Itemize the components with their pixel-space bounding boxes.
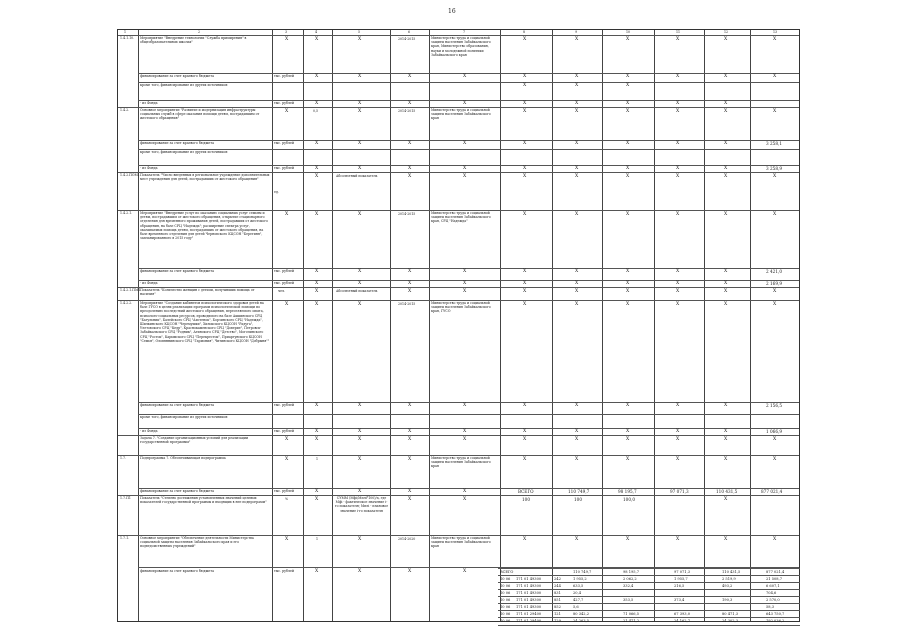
row-period: 2014-2015	[398, 302, 416, 306]
header-number: 13	[773, 30, 778, 34]
row-executor: X	[463, 174, 467, 179]
fin-value: 493,2	[722, 584, 733, 588]
row-executor: Министерство труда и социальной защиты населения Забайкальского края, СРЦ "Надежда"	[431, 211, 491, 224]
row-weight: 0,5	[313, 109, 319, 113]
fin-value: 97 071,3	[674, 570, 691, 574]
row-name: Подпрограмма 7. Обеспечивающая подпрограмма	[140, 456, 226, 460]
row-weight: X	[315, 212, 319, 217]
row-weight: 1	[316, 457, 319, 461]
row-method: X	[358, 457, 362, 462]
row-method: X	[358, 437, 362, 442]
row-weight: X	[315, 497, 319, 502]
fin-value: 71 066,5	[623, 612, 640, 616]
fin-value: 633,5	[573, 584, 584, 588]
total-value: 3 258,1	[766, 141, 782, 146]
fin-code: 852	[554, 605, 561, 609]
sub-unit: тыс. рублей	[274, 166, 294, 170]
fin-code: 831	[554, 591, 561, 595]
row-weight: 1	[316, 537, 319, 541]
sub-label: кроме того, финансирование из других источников:	[140, 415, 229, 419]
row-code: 1.7.П1	[120, 496, 131, 500]
fin-value: 5,6	[573, 605, 579, 609]
sub-unit: тыс. рублей	[274, 569, 294, 573]
fin-value: 20,4	[573, 591, 582, 595]
row-method: СУММ (Мфi/Мплi*100)/n, где Мфi - фактическое значение i-го показателя; Мплi - плановое значение i-го показателя	[334, 496, 389, 513]
row-executor: Министерство труда и социальной защиты населения Забайкальского края, ГУСО	[431, 301, 491, 314]
total-value: 2 156,5	[766, 403, 782, 408]
fin-code: 10 06	[500, 591, 511, 595]
fin-value: 1 955,2	[573, 577, 587, 581]
row-unit: X	[285, 537, 289, 542]
row-code: 1.4.2.2.	[120, 301, 133, 305]
row-name: Мероприятие "Внедрение технологии "Служба примирения" в общеобразовательных школах"	[140, 36, 247, 45]
fin-value: 332,4	[623, 584, 634, 588]
row-method: Абсолютный показатель	[336, 289, 378, 293]
fin-code: 171 01 49300	[516, 605, 542, 609]
fin-value: 80 471,3	[722, 612, 739, 616]
total-value: 877 021,4	[761, 489, 783, 494]
fin-value: 80 342,2	[573, 612, 590, 616]
year-value: 110 749,7	[568, 489, 590, 494]
fin-total: 58,3	[766, 605, 775, 609]
header-number: 7	[463, 30, 466, 34]
total-value: 1 066,9	[766, 429, 782, 434]
sub-label: - из Фонда	[140, 166, 158, 170]
row-unit: X	[285, 37, 289, 42]
row-name: Мероприятие "Внедрение услуг по оказанию социальных услуг семьям и детям, пострадавшим от жестокого обращения, открытие стационарного отделения для временного проживания детей, пострадавших от жестокого обращения, на базе СРЦ "Надежда"; расширение спектра услуг, оказываемых помощь детям, пострадавших от жестокого обращения, на базе временного отделения для детей Черновского КЦСОН "Берегиня", запланированного в 2015 году"	[140, 211, 268, 241]
row-code: 1.4.2.	[120, 108, 130, 112]
fin-code: 244	[554, 584, 561, 588]
fin-value: 216,5	[674, 584, 685, 588]
fin-code: 171 01 49300	[516, 577, 542, 581]
fin-value: 24 302,3	[722, 619, 739, 623]
row-unit: X	[285, 302, 289, 307]
total-value: 2 169,9	[766, 281, 782, 286]
row-period: 2014-2015	[398, 212, 416, 216]
fin-value: 98 195,7	[623, 570, 640, 574]
fin-total: 704,6	[766, 591, 777, 595]
header-number: 1	[124, 30, 127, 34]
row-code: 1.7.1.	[120, 536, 130, 540]
total-value: 3 258,9	[766, 166, 782, 171]
row-method: Абсолютный показатель	[336, 174, 378, 178]
sub-unit: тыс. рублей	[274, 489, 294, 493]
fin-code: 171 01 49300	[516, 584, 542, 588]
total-value: 2 421,0	[766, 269, 782, 274]
header-number: 2	[198, 30, 201, 34]
header-number: 4	[315, 30, 318, 34]
page-number: 16	[448, 8, 456, 15]
sub-label: финансирование за счет краевого бюджета	[140, 489, 214, 493]
sub-unit: тыс. рублей	[274, 141, 294, 145]
row-name: Показатель "Количество женщин с детьми, получивших помощь от насилия"	[140, 288, 255, 297]
fin-value: 2 062,2	[623, 577, 637, 581]
sub-unit: тыс. рублей	[274, 281, 294, 285]
fin-code: 171 01 29400	[516, 619, 542, 623]
sub-label: финансирование за счет краевого бюджета	[140, 403, 214, 407]
fin-value: 2 519,9	[722, 577, 736, 581]
row-name: Задача 7. "Создание организационных условий для реализации государственной программы"	[140, 436, 249, 445]
table-row	[498, 617, 800, 626]
row-code: 1.4.2.1.ПМ1	[120, 288, 141, 292]
program-table: 1 2 3 4 5 6 7 8 9 10 11 12 13 1.4.1.10. Мероприятие "Внедрение технологии "Служба примирения" в общеобразовательных школах" X X X 2014-2015 Министерство труда и социальной защиты населения Забайкальского края, Министерство образования, науки и молодежной политики Забайкальского края X X X X X X финансирование за счет краевого бюджета тыс. рублей X X X X X X X X X X кроме того, финансирование из других источников: X X X - из Фонда тыс. рублей X X X X X X X X X 1.4.2. Основное мероприятие "Развитие и модернизация инфраструктуры социальных служб в сфере оказания помощи детям, пострадавшим от жестокого обращения" X 0,5 X 2014-2015 Министерство труда и социальной защиты населения Забайкальского края X X X X X X финансирование за счет краевого бюджета тыс. рублей X X X X X X X X X 3 258,1 кроме того, финансирование из других источников: - из Фонда тыс. рублей X X X X X X X X X 3 258,9 1.4.2.ПОМ1 Показатель "Число введенных в региональное учреждение дополнительных мест учреждения для детей, пострадавших от жестокого обращения" ед. X Абсолютный показатель X X X X X X X X 1.4.2.1. Мероприятие "Внедрение услуг по оказанию социальных услуг семьям и детям, пострадавшим от жестокого обращения, открытие стационарного отделения для временного проживания детей, пострадавших от жестокого обращения, на базе СРЦ "Надежда"; расширение спектра услуг, оказываемых помощь детям, пострадавших от жестокого обращения, на базе временного отделения для детей Черновского КЦСОН "Берегиня", запланированного в 2015 году" X X X 2014-2015 Министерство труда и социальной защиты населения Забайкальского края, СРЦ "Надежда" X X X X X X финансирование за счет краевого бюджета тыс. рублей X X X X X X X X X 2 421,0 - из Фонда тыс. рублей X X X X X X X X X 2 169,9 1.4.2.1.ПМ1 Показатель "Количество женщин с детьми, получивших помощь от насилия" чел. X Абсолютный показатель X X X X X X X X 1.4.2.2. Мероприятие "Создание кабинетов психологического здоровья детей на базе ГУСО в целях реализации программ психологической помощи по преодолению последствий жестокого обращения, переселяемого опыта, психолого-социальных ресурсов, проводимого на базе Акшинского СРЦ "Багульник", Балейского СРЦ "Аистенок", Борзинского СРЦ "Надежда", Шилкинского КЦСОН "Черемушки", Хилокского КЦСОН "Радуга", Улетовского СРЦ "Кедр", Краснокаменского СРЦ "Доверие", Петровск-Забайкальского СРЦ "Родник", Агинского СРЦ "Детство", Могочинского СРЦ "Росток", Карымского СРЦ "Перекресток", Приаргунского КЦСОН "Семья", Оловяннинского СРЦ "Гармония", Читинского КЦСОН "Добрыня"" X X X 2014-2015 Министерство труда и социальной защиты населения Забайкальского края, ГУСО X X X X X X финансирование за счет краевого бюджета тыс. рублей X X X X X X X X X 2 156,5 кроме того, финансирование из других источников: - из Фонда тыс. рублей X X X X X X X X X 1 066,9 Задача 7. "Создание организационных условий для реализации государственной программы" X X X X X X X X X X X 1.7. Подпрограмма 7. Обеспечивающая подпрограмма X 1 X X Министерство труда и социальной защиты населения Забайкальского края X X X X X X финансирование за счет краевого бюджета тыс. рублей X X X X ВСЕГО 110 749,7 98 195,7 97 071,3 110 431,5 877 021,4 1.7.П1 Показатель "Степень достижения установленных значений целевых показателей государственной программы и входящих в нее подпрограмм" % X СУММ (Мфi/Мплi*100)/n, где Мфi - фактическое значение i-го показателя; Мплi - плановое значение i-го показателя X X 100 100 100,0 X 1.7.1. Основное мероприятие "Обеспечение деятельности Министерства социальной защиты населения Забайкальского края и его подведомственных учреждений" X 1 X 2014-2020 Министерство труда и социальной защиты населения Забайкальского края X X X X X X финансирование за счет краевого бюджета тыс. рублей X X X X ВСЕГО 110 749,7 98 195,7 97 071,3 110 431,5 877 021,4 10 06 171 01 49300 242 1 955,2 2 062,2 1 955,7 2 519,9 21 508,7 10 06 171 01 49300 244 633,5 332,4 216,5 493,2 6 607,1 10 06 171 01 49300 831 20,4 704,6 10 06 171 01 49300 851 427,7 353,5 373,4 190,3 2 570,0 10 06 171 01 49300 852 5,6 58,3 10 06 171 01 29400 121 80 342,2 71 066,5 67 393,0 80 471,3 643 750,7 10 06 171 01 29400 129 24 263,5 21 471,2 24 162,7 24 302,3 192 036,2	[117, 29, 800, 622]
fin-code: 171 01 49300	[516, 598, 542, 602]
fin-total: 21 508,7	[766, 577, 783, 581]
fin-total: 877 021,4	[766, 570, 785, 574]
row-unit: X	[285, 457, 289, 462]
fin-value: 24 162,7	[674, 619, 691, 623]
fin-value: 1 955,7	[674, 577, 688, 581]
row-executor: Министерство труда и социальной защиты населения Забайкальского края	[431, 456, 491, 469]
year-value: 97 071,3	[670, 489, 689, 494]
row-executor: Министерство труда и социальной защиты населения Забайкальского края	[431, 108, 491, 121]
row-code: 1.4.2.1.	[120, 211, 133, 215]
fin-value: 21 471,2	[623, 619, 640, 623]
fin-value: 67 393,0	[674, 612, 691, 616]
row-unit: чел.	[278, 289, 286, 293]
sub-label: финансирование за счет краевого бюджета	[140, 141, 214, 145]
sub-label: кроме того, финансирование из других источников:	[140, 83, 229, 87]
row-name: Показатель "Число введенных в региональное учреждение дополнительных мест учреждения для детей, пострадавших от жестокого обращения"	[140, 173, 270, 182]
sub-unit: тыс. рублей	[274, 74, 294, 78]
fin-code: 171 01 49300	[516, 591, 542, 595]
row-unit: %	[285, 497, 289, 501]
fin-code: 10 06	[500, 619, 511, 623]
fin-code: 121	[554, 612, 561, 616]
row-executor: Министерство труда и социальной защиты населения Забайкальского края	[431, 536, 491, 549]
row-executor: X	[463, 289, 467, 294]
header-number: 5	[358, 30, 361, 34]
fin-value: 353,5	[623, 598, 634, 602]
sub-unit: тыс. рублей	[274, 429, 294, 433]
fin-total: 2 570,0	[766, 598, 780, 602]
row-name: Мероприятие "Создание кабинетов психологического здоровья детей на базе ГУСО в целях реализации программ психологической помощи по преодолению последствий жестокого обращения, переселяемого опыта, психолого-социальных ресурсов, проводимого на базе Акшинского СРЦ "Багульник", Балейского СРЦ "Аистенок", Борзинского СРЦ "Надежда", Шилкинского КЦСОН "Черемушки", Хилокского КЦСОН "Радуга", Улетовского СРЦ "Кедр", Краснокаменского СРЦ "Доверие", Петровск-Забайкальского СРЦ "Родник", Агинского СРЦ "Детство", Могочинского СРЦ "Росток", Карымского СРЦ "Перекресток", Приаргунского КЦСОН "Семья", Оловяннинского СРЦ "Гармония", Читинского КЦСОН "Добрыня""	[140, 301, 270, 343]
indicator-value: 100	[522, 497, 530, 502]
fin-code: 171 01 29400	[516, 612, 542, 616]
fin-total: 192 036,2	[766, 619, 785, 623]
sub-unit: тыс. рублей	[274, 269, 294, 273]
row-period: 2014-2020	[398, 537, 416, 541]
fin-code: 242	[554, 577, 561, 581]
row-period: X	[408, 457, 412, 462]
row-unit: X	[285, 109, 289, 114]
fin-code: 10 06	[500, 612, 511, 616]
row-weight: X	[315, 37, 319, 42]
row-name: Показатель "Степень достижения установленных значений целевых показателей государственной программы и входящих в нее подпрограмм"	[140, 496, 267, 505]
row-period: 2014-2015	[398, 109, 416, 113]
row-period: X	[408, 497, 412, 502]
header-number: 3	[285, 30, 288, 34]
row-code: 1.4.1.10.	[120, 36, 135, 40]
row-name: Основное мероприятие "Обеспечение деятельности Министерства социальной защиты населения Забайкальского края и его подведомственных учреждений"	[140, 536, 254, 549]
row-weight: X	[315, 437, 319, 442]
fin-code: 129	[554, 619, 561, 623]
header-number: 12	[724, 30, 729, 34]
sub-label: финансирование за счет краевого бюджета	[140, 74, 214, 78]
row-method: X	[358, 537, 362, 542]
fin-value: 110 431,5	[722, 570, 741, 574]
header-number: 6	[408, 30, 411, 34]
row-unit: X	[285, 437, 289, 442]
fin-code: 10 06	[500, 605, 511, 609]
header-number: 9	[575, 30, 578, 34]
row-period: X	[408, 289, 412, 294]
sub-label: - из Фонда	[140, 101, 158, 105]
row-weight: X	[315, 289, 319, 294]
fin-value: 24 263,5	[573, 619, 590, 623]
sub-unit: тыс. рублей	[274, 101, 294, 105]
fin-total: 643 750,7	[766, 612, 785, 616]
year-value: 98 195,7	[618, 489, 637, 494]
header-number: 10	[626, 30, 631, 34]
vsego-label: ВСЕГО	[518, 489, 534, 494]
row-method: X	[358, 302, 362, 307]
row-period: X	[408, 437, 412, 442]
sub-unit: тыс. рублей	[274, 403, 294, 407]
year-value: 110 431,5	[716, 489, 738, 494]
row-name: Основное мероприятие "Развитие и модернизация инфраструктуры социальных служб в сфере оказания помощи детям, пострадавшим от жестокого обращения"	[140, 108, 260, 121]
sub-label: финансирование за счет краевого бюджета	[140, 569, 214, 573]
header-number: 11	[676, 30, 681, 34]
row-executor: X	[463, 497, 467, 502]
header-number: 8	[523, 30, 526, 34]
fin-value: 110 749,7	[573, 570, 592, 574]
sub-label: - из Фонда	[140, 281, 158, 285]
row-unit: ед.	[274, 190, 279, 194]
fin-code: 10 06	[500, 598, 511, 602]
row-executor: Министерство труда и социальной защиты населения Забайкальского края, Министерство образования, науки и молодежной политики Забайкальского края	[431, 36, 491, 57]
indicator-value: 100	[574, 497, 582, 502]
row-weight: X	[315, 174, 319, 179]
sub-label: финансирование за счет краевого бюджета	[140, 269, 214, 273]
sub-label: - из Фонда	[140, 429, 158, 433]
fin-value: 190,3	[722, 598, 733, 602]
row-method: X	[358, 109, 362, 114]
fin-value: 373,4	[674, 598, 685, 602]
fin-code: ВСЕГО	[500, 570, 514, 574]
indicator-value: 100,0	[623, 497, 635, 502]
row-code: 1.7.	[120, 456, 127, 460]
row-method: X	[358, 212, 362, 217]
fin-code: 10 06	[500, 577, 511, 581]
fin-value: 427,7	[573, 598, 584, 602]
row-weight: X	[315, 302, 319, 307]
fin-code: 10 06	[500, 584, 511, 588]
fin-total: 6 607,1	[766, 584, 780, 588]
row-code: 1.4.2.ПОМ1	[120, 173, 140, 177]
sub-label: кроме того, финансирование из других источников:	[140, 150, 229, 154]
row-method: X	[358, 37, 362, 42]
row-unit: X	[285, 212, 289, 217]
row-period: 2014-2015	[398, 37, 416, 41]
row-period: X	[408, 174, 412, 179]
fin-code: 851	[554, 598, 561, 602]
row-executor: X	[463, 437, 467, 442]
